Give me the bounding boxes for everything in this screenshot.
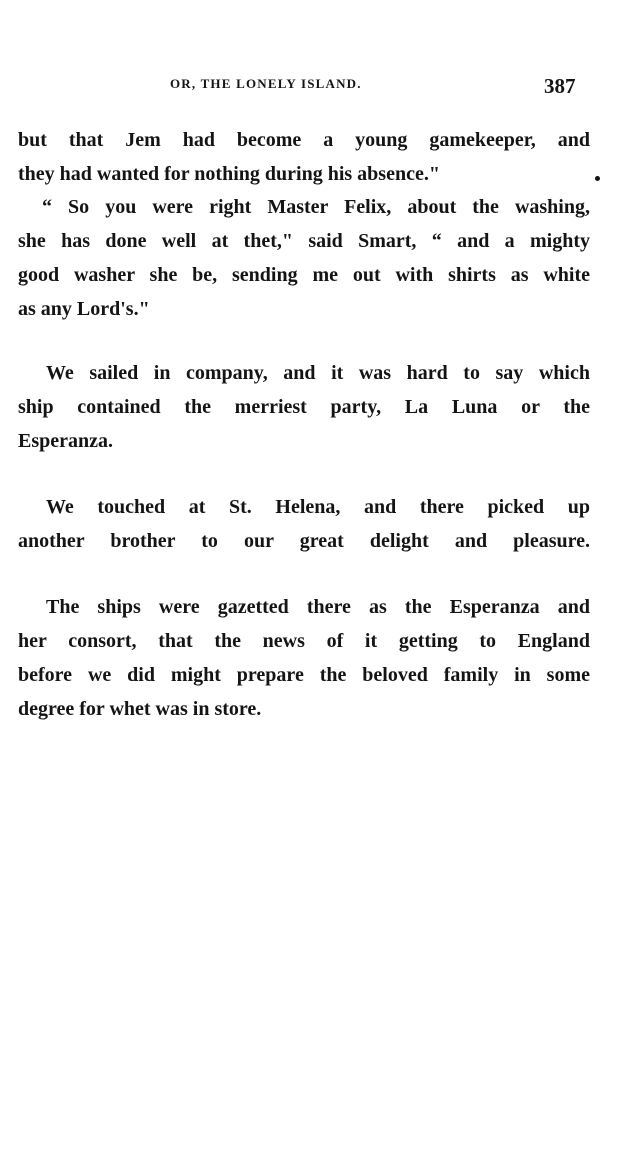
text-line: as any Lord's." [18,298,150,320]
text-line: We touched at St. Helena, and there picked up [46,496,590,518]
paragraph-1 [18,123,590,191]
ink-speck [595,176,600,181]
text-line: another brother to our great delight and pleasure. [18,530,590,552]
running-head: OR, THE LONELY ISLAND. [170,76,362,91]
text-line: before we did might prepare the beloved family in some [18,664,590,686]
text-line: but that Jem had become a young gamekeeper, and [18,129,590,151]
page-number: 387 [544,74,576,98]
paragraph-5 [18,590,590,726]
text-line: We sailed in company, and it was hard to say which [46,362,590,384]
text-line: “ So you were right Master Felix, about the washing, [42,196,590,218]
text-line: they had wanted for nothing during his absence." [18,163,440,185]
text-line: good washer she be, sending me out with shirts as white [18,264,590,286]
text-line: she has done well at thet," said Smart, “ and a mighty [18,230,590,252]
text-line: her consort, that the news of it getting to England [18,630,590,652]
text-line: ship contained the merriest party, La Luna or the [18,396,590,418]
paragraph-2 [18,190,590,326]
paragraph-4 [18,490,590,558]
paragraph-3 [18,356,590,458]
text-line: degree for whet was in store. [18,698,262,720]
text-line: The ships were gazetted there as the Esperanza and [46,596,590,618]
text-line: Esperanza. [18,430,113,452]
